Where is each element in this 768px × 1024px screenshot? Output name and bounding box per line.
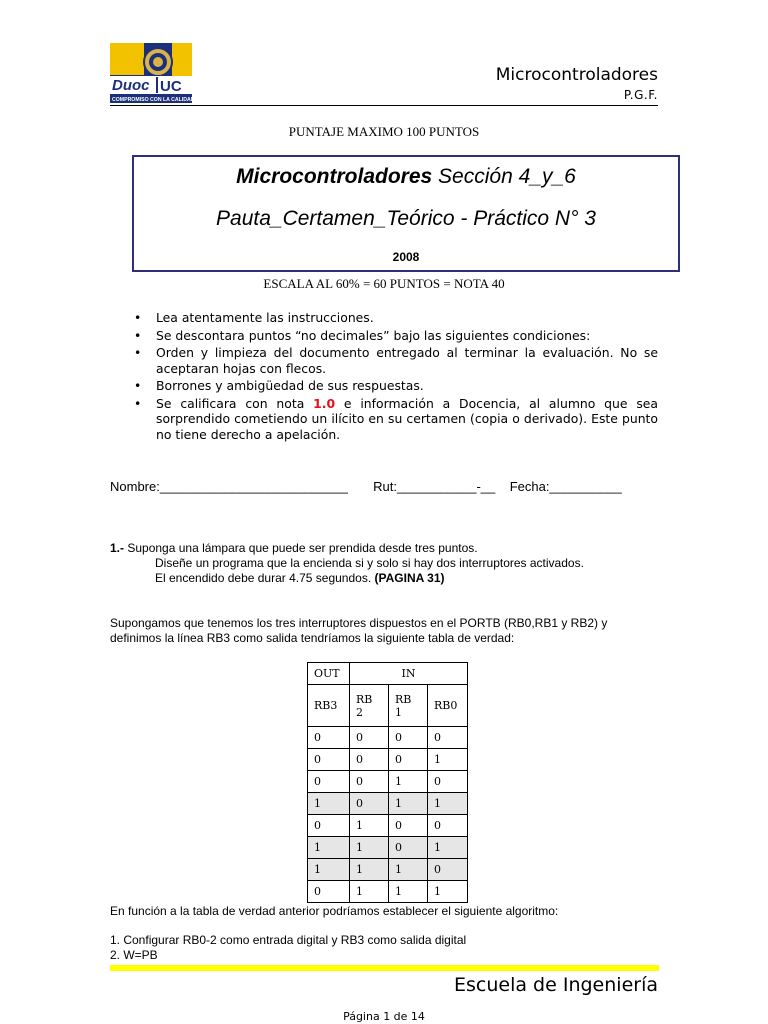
header-title: Microcontroladores <box>495 65 658 85</box>
bullet-icon: • <box>134 395 142 411</box>
header-out: OUT <box>308 663 350 685</box>
question-text: Suponga una lámpara que puede ser prendida desde tres puntos. <box>124 541 478 555</box>
section-label: Sección 4_y_6 <box>432 165 576 188</box>
column-header: RB0 <box>428 685 468 727</box>
table-cell: 1 <box>308 859 350 881</box>
duoc-uc-logo-graphic <box>110 43 192 103</box>
bullet-icon: • <box>134 378 142 393</box>
table-cell: 0 <box>350 771 389 793</box>
instruction-item <box>134 396 658 443</box>
truth-table <box>307 662 468 903</box>
algorithm-intro: En función a la tabla de verdad anterior podríamos establecer el siguiente algoritmo: <box>110 904 559 918</box>
footer-school-name: Escuela de Ingeniería <box>454 974 658 996</box>
table-cell: 0 <box>389 749 428 771</box>
table-row-highlighted <box>308 837 468 859</box>
table-cell: 0 <box>308 727 350 749</box>
question-number: 1.- <box>110 541 125 555</box>
student-info-fields[interactable]: Nombre:__________________________ Rut:___________-__ Fecha:__________ <box>110 479 622 494</box>
column-header: RB 2 <box>350 685 389 727</box>
table-cell: 0 <box>308 881 350 903</box>
question-1-line3 <box>155 571 445 586</box>
instruction-text: Orden y limpieza del documento entregado al terminar la evaluación. No se aceptaran hojas con flecos. <box>156 345 658 376</box>
exam-title-line2: Pauta_Certamen_Teórico - Práctico N° 3 <box>216 207 596 230</box>
header-in: IN <box>350 663 468 685</box>
table-cell: 1 <box>428 837 468 859</box>
table-cell: 1 <box>389 859 428 881</box>
instruction-text: e información a Docencia, al alumno que sea sorprendido cometiendo un ilícito en su certamen (copia o derivado). Este punto no tiene derecho a apelación. <box>156 395 658 442</box>
table-cell: 1 <box>350 859 389 881</box>
table-cell: 0 <box>308 749 350 771</box>
grading-scale: ESCALA AL 60% = 60 PUNTOS = NOTA 40 <box>263 276 505 291</box>
column-header: RB 1 <box>389 685 428 727</box>
page-reference: (PAGINA 31) <box>371 571 445 585</box>
table-cell: 0 <box>350 793 389 815</box>
exam-year: 2008 <box>392 250 420 264</box>
table-cell: 1 <box>389 793 428 815</box>
instruction-item <box>134 378 658 394</box>
table-cell: 1 <box>308 837 350 859</box>
exam-title-box <box>132 155 680 272</box>
footer-bar <box>110 965 659 971</box>
bullet-icon: • <box>134 310 142 325</box>
table-row <box>308 749 468 771</box>
algorithm-step-1: 1. Configurar RB0-2 como entrada digital y RB3 como salida digital <box>110 933 467 947</box>
table-cell: 1 <box>350 881 389 903</box>
table-cell: 1 <box>350 837 389 859</box>
column-header: RB3 <box>308 685 350 727</box>
table-cell: 0 <box>350 749 389 771</box>
max-score: PUNTAJE MAXIMO 100 PUNTOS <box>288 124 480 139</box>
course-name: Microcontroladores <box>236 165 433 188</box>
table-cell: 0 <box>428 727 468 749</box>
header-subtitle: P.G.F. <box>623 88 658 102</box>
duoc-uc-logo <box>110 43 192 103</box>
table-row-highlighted <box>308 859 468 881</box>
table-cell: 0 <box>389 727 428 749</box>
table-cell: 1 <box>389 881 428 903</box>
table-row <box>308 727 468 749</box>
instruction-text: Se calificara con nota <box>156 395 314 411</box>
instructions-list <box>134 310 658 444</box>
explanation-line1: Supongamos que tenemos los tres interruptores dispuestos en el PORTB (RB0,RB1 y RB2) y <box>110 616 608 630</box>
grade-highlight: 1.0 <box>313 395 336 411</box>
table-cell: 1 <box>389 771 428 793</box>
exam-title-line1 <box>134 165 678 189</box>
question-text: El encendido debe durar 4.75 segundos. <box>155 571 372 585</box>
table-cell: 1 <box>428 881 468 903</box>
header-divider <box>110 105 658 106</box>
bullet-icon: • <box>134 345 142 360</box>
instruction-text: Se descontara puntos “no decimales” bajo las siguientes condiciones: <box>156 327 591 343</box>
svg-text:COMPROMISO CON LA CALIDAD: COMPROMISO CON LA CALIDAD <box>112 97 192 103</box>
instruction-item <box>134 310 658 326</box>
table-cell: 1 <box>428 749 468 771</box>
instruction-text: Borrones y ambigüedad de sus respuestas. <box>156 378 424 393</box>
table-cell: 0 <box>428 815 468 837</box>
table-cell: 0 <box>308 771 350 793</box>
table-row-highlighted <box>308 793 468 815</box>
table-row <box>308 881 468 903</box>
instruction-item <box>134 345 658 376</box>
svg-text:UC: UC <box>160 78 182 95</box>
table-cell: 0 <box>389 815 428 837</box>
explanation-line2: definimos la línea RB3 como salida tendríamos la siguiente tabla de verdad: <box>110 631 515 645</box>
table-row <box>308 771 468 793</box>
table-cell: 1 <box>308 793 350 815</box>
table-cell: 0 <box>428 859 468 881</box>
svg-text:Duoc: Duoc <box>112 77 150 94</box>
instruction-text: Lea atentamente las instrucciones. <box>156 310 374 325</box>
page-number: Página 1 de 14 <box>343 1010 425 1023</box>
algorithm-step-2: 2. W=PB <box>110 948 158 962</box>
question-1-line1 <box>110 541 478 556</box>
table-header-row <box>308 663 468 685</box>
question-1-line2: Diseñe un programa que la encienda si y solo si hay dos interruptores activados. <box>155 556 584 570</box>
table-cell: 1 <box>428 793 468 815</box>
table-cell: 0 <box>308 815 350 837</box>
table-column-row <box>308 685 468 727</box>
bullet-icon: • <box>134 327 142 343</box>
table-cell: 0 <box>428 771 468 793</box>
instruction-item <box>134 328 658 344</box>
table-row <box>308 815 468 837</box>
table-cell: 0 <box>350 727 389 749</box>
table-cell: 0 <box>389 837 428 859</box>
table-cell: 1 <box>350 815 389 837</box>
